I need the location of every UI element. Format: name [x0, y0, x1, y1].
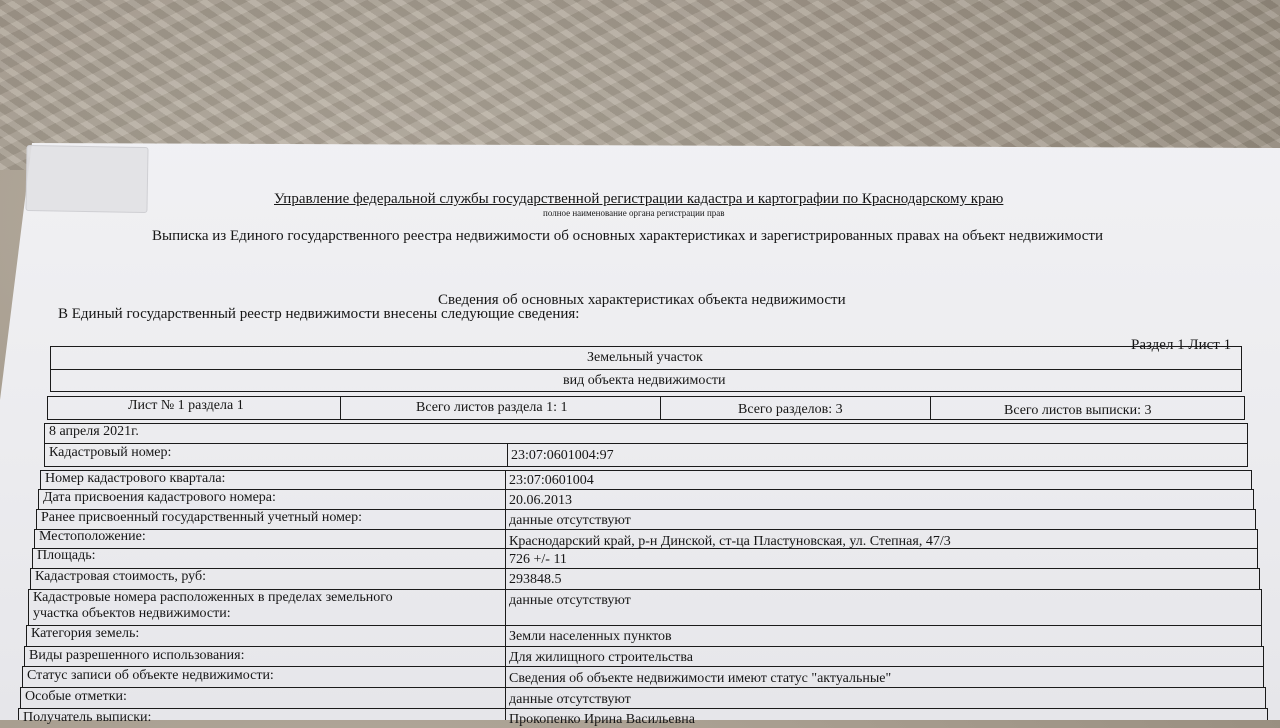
extract-title: Выписка из Единого государственного реестра недвижимости об основных характеристиках и зарегистрированных правах на объект недвижимости [152, 228, 1104, 244]
row-label: Местоположение: [39, 529, 146, 544]
row-label: Виды разрешенного использования: [29, 648, 245, 663]
row-label: Дата присвоения кадастрового номера: [43, 490, 276, 505]
row-value: Краснодарский край, р-н Динской, ст-ца Пластуновская, ул. Степная, 47/3 [509, 534, 951, 549]
row-value: Сведения об объекте недвижимости имеют статус "актуальные" [509, 671, 892, 686]
row-label: Площадь: [37, 548, 96, 563]
table-row [26, 625, 1262, 647]
table-row [28, 589, 1262, 626]
row-value: 23:07:0601004 [509, 473, 594, 488]
row-label: Категория земель: [31, 626, 140, 641]
row-value: 20.06.2013 [509, 493, 572, 508]
table-row [40, 470, 1252, 490]
row-label: Кадастровые номера расположенных в пределах земельного [33, 590, 393, 605]
cell-divider [507, 443, 508, 466]
section-title: Сведения об основных характеристиках объекта недвижимости [438, 292, 846, 308]
sheets-row [47, 396, 1245, 420]
table-row [18, 708, 1268, 727]
row-value: 726 +/- 11 [509, 552, 567, 567]
extract-date: 8 апреля 2021г. [49, 424, 139, 439]
row-value: данные отсутствуют [509, 513, 631, 528]
date-cadastral-box [44, 423, 1248, 467]
table-row [22, 666, 1264, 688]
table-row [30, 568, 1260, 590]
object-type: Земельный участок [587, 350, 703, 365]
cell-divider [930, 397, 931, 419]
table-row [38, 489, 1254, 510]
row-value: Прокопенко Ирина Васильевна [509, 712, 695, 727]
tape-strip [25, 145, 148, 213]
row-label: Номер кадастрового квартала: [45, 471, 226, 486]
row-label: Особые отметки: [25, 689, 127, 704]
table-row [36, 509, 1256, 530]
cadastral-number: 23:07:0601004:97 [511, 448, 614, 463]
row-value: данные отсутствуют [509, 593, 631, 608]
total-sections: Всего разделов: 3 [738, 402, 843, 417]
row-label: Кадастровая стоимость, руб: [35, 569, 206, 584]
object-type-box [50, 346, 1242, 392]
table-row [32, 548, 1258, 569]
total-section-sheets: Всего листов раздела 1: 1 [416, 400, 568, 415]
row-value: 293848.5 [509, 572, 562, 587]
object-type-caption: вид объекта недвижимости [563, 373, 726, 388]
row-label: Ранее присвоенный государственный учетный номер: [41, 510, 363, 525]
row-label: Статус записи об объекте недвижимости: [27, 668, 274, 683]
table-row [20, 687, 1266, 709]
cell-divider [340, 397, 341, 419]
table-row [24, 646, 1264, 667]
row-label: Получатель выписки: [23, 710, 152, 725]
total-extract-sheets: Всего листов выписки: 3 [1004, 403, 1152, 418]
cadastral-label: Кадастровый номер: [49, 445, 172, 460]
organ-caption: полное наименование органа регистрации прав [543, 208, 725, 218]
sheet-section: Лист № 1 раздела 1 [128, 398, 244, 413]
cell-divider [660, 397, 661, 419]
table-row [34, 529, 1258, 549]
row-value: Для жилищного строительства [509, 650, 693, 665]
row-value: Земли населенных пунктов [509, 629, 672, 644]
intro-text: В Единый государственный реестр недвижимости внесены следующие сведения: [58, 306, 580, 322]
section-sheet: Раздел 1 Лист 1 [1131, 337, 1232, 353]
row-label-continued: участка объектов недвижимости: [33, 606, 231, 621]
row-value: данные отсутствуют [509, 692, 631, 707]
organ-name: Управление федеральной службы государственной регистрации кадастра и картографии по Краснодарскому краю [274, 191, 1004, 207]
